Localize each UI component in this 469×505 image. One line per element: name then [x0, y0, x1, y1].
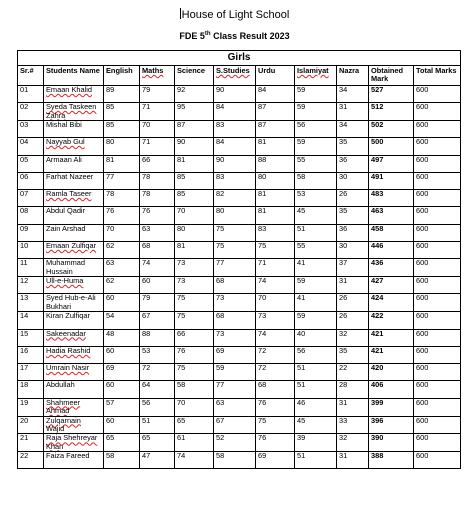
table-cell: 35 — [337, 207, 369, 224]
table-cell: 90 — [214, 155, 256, 172]
column-header — [214, 66, 256, 86]
table-cell: 79 — [140, 294, 175, 312]
table-cell: 40 — [295, 329, 337, 346]
student-name-cell: Armaan Ali — [44, 155, 104, 172]
table-cell: 67 — [140, 312, 175, 329]
table-cell: 78 — [140, 190, 175, 207]
table-cell: 66 — [175, 329, 214, 346]
obtained-mark-cell: 446 — [369, 242, 414, 259]
table-cell: 45 — [295, 207, 337, 224]
obtained-mark-cell: 458 — [369, 224, 414, 241]
table-cell: 80 — [175, 224, 214, 241]
table-cell: 34 — [337, 120, 369, 137]
table-cell: 80 — [104, 138, 140, 155]
table-cell: 26 — [337, 312, 369, 329]
table-cell: 89 — [104, 85, 140, 102]
student-name-cell: Ull-e-Huma — [44, 277, 104, 294]
column-header — [256, 66, 295, 86]
table-cell: 58 — [175, 381, 214, 398]
table-cell: 65 — [104, 434, 140, 452]
table-row — [18, 312, 461, 329]
table-cell: 75 — [175, 312, 214, 329]
table-row — [18, 190, 461, 207]
table-cell: 33 — [337, 416, 369, 434]
column-header-text: Islamiyat — [297, 66, 329, 75]
table-cell: 71 — [256, 259, 295, 277]
table-cell: 05 — [18, 155, 44, 172]
table-cell: 60 — [104, 416, 140, 434]
student-name-cell: Hadia Rashid — [44, 346, 104, 363]
table-cell: 600 — [414, 224, 461, 241]
student-name-cell: Zain Arshad — [44, 224, 104, 241]
table-cell: 76 — [175, 346, 214, 363]
obtained-mark-cell: 399 — [369, 398, 414, 416]
table-row — [18, 294, 461, 312]
table-cell: 72 — [140, 364, 175, 381]
table-cell: 600 — [414, 259, 461, 277]
table-cell: 600 — [414, 138, 461, 155]
table-cell: 09 — [18, 224, 44, 241]
table-row — [18, 155, 461, 172]
table-cell: 84 — [214, 103, 256, 121]
table-cell: 87 — [175, 120, 214, 137]
student-name-cell: Emaan Zulfiqar — [44, 242, 104, 259]
table-cell: 34 — [337, 85, 369, 102]
column-header — [414, 66, 461, 86]
table-row — [18, 346, 461, 363]
table-cell: 22 — [337, 364, 369, 381]
student-name-cell: Muhammad Hussain — [44, 259, 104, 277]
table-cell: 600 — [414, 207, 461, 224]
table-row — [18, 103, 461, 121]
table-row — [18, 277, 461, 294]
table-cell: 45 — [295, 416, 337, 434]
table-cell: 58 — [214, 452, 256, 469]
student-name-cell: Emaan Khalid — [44, 85, 104, 102]
column-header-text: Urdu — [258, 66, 276, 75]
table-cell: 85 — [175, 172, 214, 189]
table-cell: 600 — [414, 120, 461, 137]
table-cell: 72 — [256, 364, 295, 381]
student-name-cell: Syed Hub-e-Ali Bukhari — [44, 294, 104, 312]
table-cell: 76 — [256, 398, 295, 416]
column-header-text: English — [106, 66, 133, 75]
column-header — [295, 66, 337, 86]
table-cell: 19 — [18, 398, 44, 416]
table-cell: 90 — [214, 85, 256, 102]
column-header-text: Sr.# — [20, 66, 34, 75]
table-cell: 17 — [18, 364, 44, 381]
table-cell: 31 — [337, 103, 369, 121]
table-cell: 51 — [295, 381, 337, 398]
table-cell: 56 — [295, 346, 337, 363]
table-row — [18, 434, 461, 452]
table-cell: 83 — [256, 224, 295, 241]
table-cell: 62 — [104, 242, 140, 259]
obtained-mark-cell: 396 — [369, 416, 414, 434]
table-cell: 59 — [214, 364, 256, 381]
table-cell: 31 — [337, 452, 369, 469]
column-header-text: Obtained Mark — [371, 66, 404, 84]
student-name-cell: Faiza Fareed — [44, 452, 104, 469]
obtained-mark-cell: 527 — [369, 85, 414, 102]
table-cell: 35 — [337, 346, 369, 363]
table-cell: 30 — [337, 172, 369, 189]
column-header-text: Science — [177, 66, 205, 75]
obtained-mark-cell: 420 — [369, 364, 414, 381]
table-cell: 75 — [175, 294, 214, 312]
table-cell: 20 — [18, 416, 44, 434]
table-cell: 58 — [295, 172, 337, 189]
student-name-cell: Nayyab Gul — [44, 138, 104, 155]
table-cell: 60 — [140, 277, 175, 294]
table-cell: 36 — [337, 224, 369, 241]
column-header — [44, 66, 104, 86]
obtained-mark-cell: 483 — [369, 190, 414, 207]
obtained-mark-cell: 424 — [369, 294, 414, 312]
table-cell: 35 — [337, 138, 369, 155]
table-cell: 21 — [18, 434, 44, 452]
table-cell: 83 — [214, 120, 256, 137]
table-cell: 08 — [18, 207, 44, 224]
table-cell: 14 — [18, 312, 44, 329]
table-cell: 47 — [140, 452, 175, 469]
table-cell: 88 — [256, 155, 295, 172]
table-cell: 88 — [140, 329, 175, 346]
table-cell: 56 — [140, 398, 175, 416]
table-row — [18, 364, 461, 381]
table-cell: 74 — [140, 259, 175, 277]
table-cell: 81 — [104, 155, 140, 172]
table-cell: 64 — [140, 381, 175, 398]
table-cell: 60 — [104, 294, 140, 312]
table-cell: 46 — [295, 398, 337, 416]
table-cell: 90 — [175, 138, 214, 155]
table-cell: 600 — [414, 190, 461, 207]
table-cell: 84 — [214, 138, 256, 155]
table-cell: 12 — [18, 277, 44, 294]
table-cell: 76 — [256, 434, 295, 452]
obtained-mark-cell: 388 — [369, 452, 414, 469]
obtained-mark-cell: 463 — [369, 207, 414, 224]
student-name-cell: Abdul Qadir — [44, 207, 104, 224]
table-cell: 600 — [414, 85, 461, 102]
table-cell: 85 — [175, 190, 214, 207]
table-cell: 74 — [175, 452, 214, 469]
table-cell: 600 — [414, 277, 461, 294]
table-cell: 70 — [256, 294, 295, 312]
table-row — [18, 398, 461, 416]
table-cell: 68 — [140, 242, 175, 259]
table-cell: 73 — [175, 259, 214, 277]
table-cell: 69 — [256, 452, 295, 469]
table-cell: 54 — [104, 312, 140, 329]
table-cell: 06 — [18, 172, 44, 189]
table-row — [18, 452, 461, 469]
table-row — [18, 207, 461, 224]
table-cell: 53 — [295, 190, 337, 207]
table-row — [18, 259, 461, 277]
table-cell: 73 — [256, 312, 295, 329]
table-cell: 55 — [295, 155, 337, 172]
table-cell: 63 — [214, 398, 256, 416]
table-cell: 59 — [295, 277, 337, 294]
table-cell: 600 — [414, 329, 461, 346]
table-cell: 37 — [337, 259, 369, 277]
obtained-mark-cell: 512 — [369, 103, 414, 121]
table-cell: 600 — [414, 312, 461, 329]
table-row — [18, 172, 461, 189]
table-row — [18, 85, 461, 102]
table-cell: 73 — [214, 329, 256, 346]
table-cell: 56 — [295, 120, 337, 137]
table-cell: 600 — [414, 155, 461, 172]
table-row — [18, 381, 461, 398]
obtained-mark-cell: 406 — [369, 381, 414, 398]
table-cell: 95 — [175, 103, 214, 121]
table-cell: 600 — [414, 416, 461, 434]
table-cell: 01 — [18, 85, 44, 102]
table-cell: 600 — [414, 381, 461, 398]
student-name-cell: Umrain Nasir — [44, 364, 104, 381]
table-cell: 600 — [414, 103, 461, 121]
obtained-mark-cell: 421 — [369, 329, 414, 346]
column-header — [175, 66, 214, 86]
school-name-text: House of Light School — [181, 9, 290, 21]
table-cell: 04 — [18, 138, 44, 155]
table-cell: 65 — [175, 416, 214, 434]
table-cell: 600 — [414, 172, 461, 189]
table-cell: 31 — [337, 398, 369, 416]
obtained-mark-cell: 491 — [369, 172, 414, 189]
table-cell: 16 — [18, 346, 44, 363]
table-cell: 51 — [295, 364, 337, 381]
table-cell: 68 — [214, 312, 256, 329]
table-cell: 600 — [414, 364, 461, 381]
column-header-text: Nazra — [339, 66, 360, 75]
table-caption: Girls — [18, 51, 461, 66]
table-cell: 600 — [414, 294, 461, 312]
table-cell: 32 — [337, 329, 369, 346]
table-cell: 30 — [337, 242, 369, 259]
table-cell: 70 — [175, 207, 214, 224]
obtained-mark-cell: 497 — [369, 155, 414, 172]
table-cell: 22 — [18, 452, 44, 469]
table-cell: 10 — [18, 242, 44, 259]
table-cell: 70 — [140, 120, 175, 137]
table-cell: 77 — [104, 172, 140, 189]
table-cell: 41 — [295, 294, 337, 312]
table-cell: 81 — [256, 138, 295, 155]
student-name-cell: Raja Shehreyar Khan — [44, 434, 104, 452]
table-row — [18, 224, 461, 241]
student-name-cell: Zulqarnain Wajid — [44, 416, 104, 434]
column-header-text: Maths — [142, 66, 164, 75]
table-cell: 07 — [18, 190, 44, 207]
table-cell: 68 — [214, 277, 256, 294]
table-cell: 71 — [140, 103, 175, 121]
table-cell: 79 — [140, 85, 175, 102]
table-cell: 59 — [295, 85, 337, 102]
table-cell: 02 — [18, 103, 44, 121]
table-cell: 70 — [175, 398, 214, 416]
table-cell: 78 — [104, 190, 140, 207]
table-cell: 48 — [104, 329, 140, 346]
obtained-mark-cell: 502 — [369, 120, 414, 137]
table-cell: 81 — [175, 155, 214, 172]
table-cell: 87 — [256, 120, 295, 137]
subtitle-prefix: FDE 5 — [179, 31, 205, 41]
table-cell: 72 — [256, 346, 295, 363]
table-cell: 61 — [175, 434, 214, 452]
table-header-row — [18, 66, 461, 86]
table-cell: 67 — [214, 416, 256, 434]
student-name-cell: Shahmeer Ahmad — [44, 398, 104, 416]
table-cell: 70 — [104, 224, 140, 241]
table-cell: 55 — [295, 242, 337, 259]
table-cell: 600 — [414, 398, 461, 416]
table-cell: 13 — [18, 294, 44, 312]
student-name-cell: Mishal Bibi — [44, 120, 104, 137]
table-cell: 57 — [104, 398, 140, 416]
column-header — [104, 66, 140, 86]
table-cell: 26 — [337, 190, 369, 207]
table-cell: 85 — [104, 120, 140, 137]
table-cell: 75 — [175, 364, 214, 381]
table-cell: 84 — [256, 85, 295, 102]
obtained-mark-cell: 390 — [369, 434, 414, 452]
column-header — [369, 66, 414, 86]
table-cell: 62 — [104, 277, 140, 294]
table-cell: 15 — [18, 329, 44, 346]
table-cell: 81 — [256, 190, 295, 207]
table-cell: 74 — [256, 329, 295, 346]
table-cell: 71 — [140, 138, 175, 155]
table-cell: 600 — [414, 452, 461, 469]
table-cell: 76 — [104, 207, 140, 224]
table-cell: 36 — [337, 155, 369, 172]
table-row — [18, 138, 461, 155]
table-cell: 59 — [295, 312, 337, 329]
table-cell: 60 — [104, 381, 140, 398]
table-cell: 03 — [18, 120, 44, 137]
table-cell: 58 — [104, 452, 140, 469]
column-header — [140, 66, 175, 86]
table-cell: 18 — [18, 381, 44, 398]
table-cell: 63 — [140, 224, 175, 241]
result-subtitle — [0, 31, 469, 41]
table-cell: 600 — [414, 434, 461, 452]
column-header-text: Students Name — [46, 66, 100, 75]
table-cell: 73 — [214, 294, 256, 312]
table-row — [18, 416, 461, 434]
obtained-mark-cell: 421 — [369, 346, 414, 363]
table-cell: 66 — [140, 155, 175, 172]
table-cell: 28 — [337, 381, 369, 398]
text-cursor — [180, 8, 181, 19]
table-cell: 69 — [104, 364, 140, 381]
table-cell: 53 — [140, 346, 175, 363]
school-name — [0, 8, 469, 21]
table-cell: 76 — [140, 207, 175, 224]
student-name-cell: Syeda Taskeen Zahra — [44, 103, 104, 121]
column-header — [337, 66, 369, 86]
student-name-cell: Farhat Nazeer — [44, 172, 104, 189]
table-cell: 31 — [337, 277, 369, 294]
table-cell: 59 — [295, 103, 337, 121]
obtained-mark-cell: 427 — [369, 277, 414, 294]
column-header-text: Total Marks — [416, 66, 457, 75]
table-cell: 92 — [175, 85, 214, 102]
table-cell: 11 — [18, 259, 44, 277]
table-cell: 51 — [140, 416, 175, 434]
table-cell: 73 — [175, 277, 214, 294]
table-cell: 80 — [214, 207, 256, 224]
column-header — [18, 66, 44, 86]
table-cell: 60 — [104, 346, 140, 363]
table-row — [18, 120, 461, 137]
student-name-cell: Ramla Taseer — [44, 190, 104, 207]
table-cell: 39 — [295, 434, 337, 452]
table-cell: 75 — [214, 224, 256, 241]
table-cell: 32 — [337, 434, 369, 452]
column-header-text: S.Studies — [216, 66, 250, 75]
table-cell: 59 — [295, 138, 337, 155]
table-cell: 41 — [295, 259, 337, 277]
table-cell: 52 — [214, 434, 256, 452]
table-cell: 75 — [256, 242, 295, 259]
student-name-cell: Sakeenadar — [44, 329, 104, 346]
table-body — [18, 85, 461, 469]
table-cell: 26 — [337, 294, 369, 312]
table-row — [18, 329, 461, 346]
table-cell: 68 — [256, 381, 295, 398]
subtitle-superscript: th — [204, 31, 211, 37]
table-cell: 80 — [256, 172, 295, 189]
table-cell: 85 — [104, 103, 140, 121]
table-cell: 51 — [295, 224, 337, 241]
table-cell: 82 — [214, 190, 256, 207]
table-cell: 51 — [295, 452, 337, 469]
table-cell: 78 — [140, 172, 175, 189]
subtitle-suffix: Class Result 2023 — [210, 31, 290, 41]
table-cell: 83 — [214, 172, 256, 189]
student-name-cell: Kiran Zulfiqar — [44, 312, 104, 329]
table-cell: 77 — [214, 381, 256, 398]
table-cell: 600 — [414, 242, 461, 259]
table-cell: 65 — [140, 434, 175, 452]
table-cell: 87 — [256, 103, 295, 121]
student-name-cell: Abdullah — [44, 381, 104, 398]
table-cell: 69 — [214, 346, 256, 363]
table-cell: 75 — [256, 416, 295, 434]
table-cell: 74 — [256, 277, 295, 294]
table-cell: 81 — [256, 207, 295, 224]
obtained-mark-cell: 500 — [369, 138, 414, 155]
table-cell: 81 — [175, 242, 214, 259]
obtained-mark-cell: 436 — [369, 259, 414, 277]
table-cell: 600 — [414, 346, 461, 363]
obtained-mark-cell: 422 — [369, 312, 414, 329]
table-cell: 77 — [214, 259, 256, 277]
result-table — [17, 50, 461, 469]
table-row — [18, 242, 461, 259]
table-cell: 75 — [214, 242, 256, 259]
table-cell: 63 — [104, 259, 140, 277]
